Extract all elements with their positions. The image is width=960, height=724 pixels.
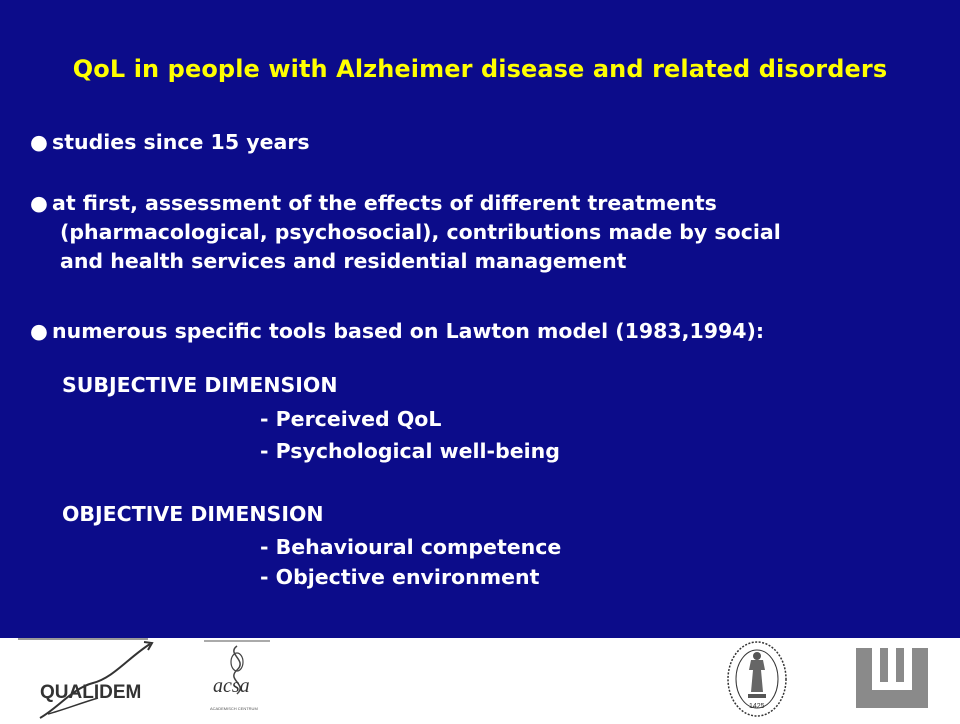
bullet-item bbox=[30, 189, 717, 218]
acsa-subtext: ACADEMISCH CENTRUM bbox=[210, 706, 258, 711]
objective-item: - Behavioural competence bbox=[260, 535, 562, 559]
acsa-text: acsa bbox=[213, 675, 250, 697]
block-u-icon bbox=[852, 646, 932, 710]
building-block-logo bbox=[852, 646, 932, 710]
bullet-item bbox=[30, 128, 310, 157]
subjective-item: - Perceived QoL bbox=[260, 407, 442, 431]
acsa-emblem-icon bbox=[204, 640, 270, 718]
bullet-dot-icon: ● bbox=[30, 130, 48, 154]
footer-logos bbox=[0, 638, 960, 720]
seal-icon bbox=[726, 640, 788, 718]
bullet-text: studies since 15 years bbox=[52, 130, 310, 154]
acsa-logo bbox=[204, 640, 270, 718]
seal-year: 1425 bbox=[749, 703, 765, 710]
bullet-continuation: (pharmacological, psychosocial), contributions made by social bbox=[60, 220, 781, 244]
bullet-item bbox=[30, 317, 764, 346]
bullet-continuation: and health services and residential management bbox=[60, 249, 627, 273]
bullet-dot-icon: ● bbox=[30, 319, 48, 343]
qualidem-text: QUALIDEM bbox=[40, 682, 142, 703]
subjective-item: - Psychological well-being bbox=[260, 439, 560, 463]
subjective-heading: SUBJECTIVE DIMENSION bbox=[62, 373, 338, 397]
bullet-text: numerous specific tools based on Lawton model (1983,1994): bbox=[52, 319, 765, 343]
objective-heading: OBJECTIVE DIMENSION bbox=[62, 502, 324, 526]
bullet-text: at first, assessment of the effects of different treatments bbox=[52, 191, 717, 215]
qualidem-swoosh-icon bbox=[18, 638, 158, 720]
bullet-dot-icon: ● bbox=[30, 191, 48, 215]
slide-title: QoL in people with Alzheimer disease and related disorders bbox=[72, 55, 888, 83]
qualidem-logo bbox=[18, 638, 158, 720]
objective-item: - Objective environment bbox=[260, 565, 540, 589]
university-seal-logo bbox=[726, 640, 788, 718]
